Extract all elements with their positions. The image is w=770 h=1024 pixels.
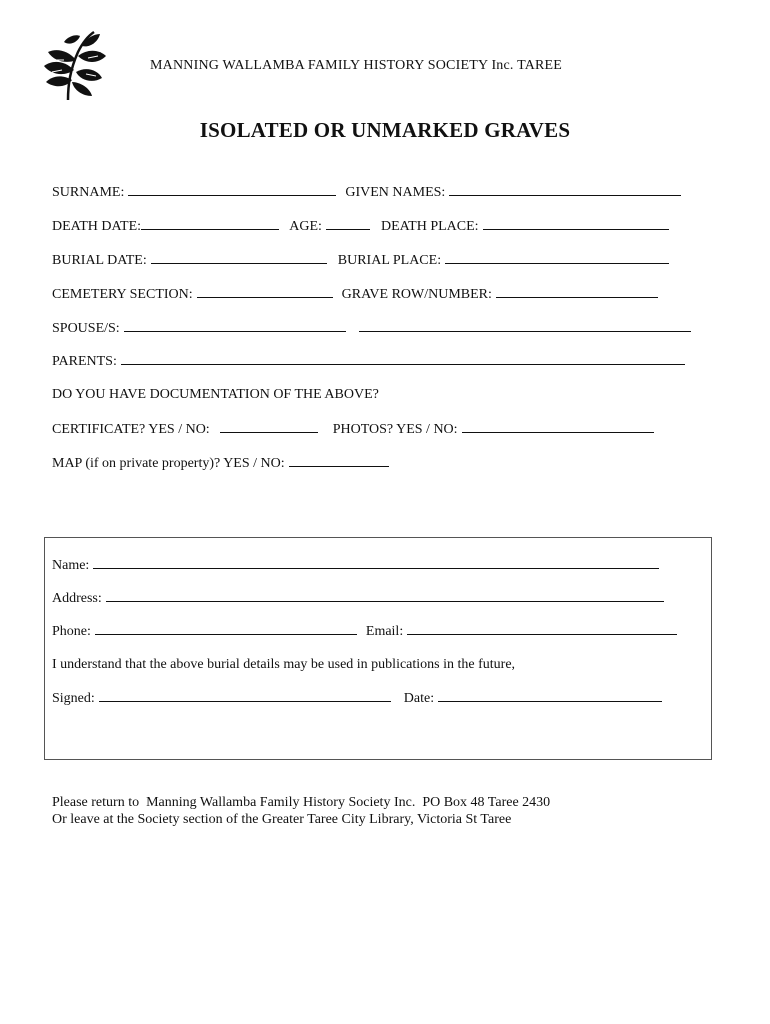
burial-date-label: BURIAL DATE: — [52, 253, 147, 268]
signed-label: Signed: — [52, 691, 95, 706]
phone-field[interactable] — [95, 623, 357, 635]
burial-date-field[interactable] — [151, 252, 327, 264]
date-label: Date: — [403, 691, 435, 706]
email-field[interactable] — [407, 623, 677, 635]
surname-field[interactable] — [128, 184, 336, 196]
spouses-label: SPOUSE/S: — [52, 321, 120, 336]
email-label: Email: — [365, 624, 404, 639]
row-signature — [52, 690, 662, 707]
given-names-field[interactable] — [449, 184, 681, 196]
row-burial — [52, 252, 669, 269]
grave-row-label: GRAVE ROW/NUMBER: — [341, 287, 492, 302]
row-spouses — [52, 320, 691, 337]
name-field[interactable] — [93, 557, 659, 569]
spouse-2-field[interactable] — [359, 320, 691, 332]
map-label: MAP (if on private property)? YES / NO: — [52, 456, 285, 471]
row-death — [52, 218, 669, 235]
death-place-label: DEATH PLACE: — [380, 219, 479, 234]
photos-field[interactable] — [462, 421, 654, 433]
organization-name: MANNING WALLAMBA FAMILY HISTORY SOCIETY Inc. TAREE — [150, 58, 563, 73]
map-field[interactable] — [289, 455, 389, 467]
parents-label: PARENTS: — [52, 354, 117, 369]
certificate-field[interactable] — [220, 421, 318, 433]
row-contact-name — [52, 557, 659, 574]
death-date-field[interactable] — [141, 218, 279, 230]
phone-label: Phone: — [52, 624, 91, 639]
age-label: AGE: — [289, 219, 322, 234]
date-field[interactable] — [438, 690, 662, 702]
surname-label: SURNAME: — [52, 185, 125, 200]
library-drop-off-line: Or leave at the Society section of the Greater Taree City Library, Victoria St Taree — [52, 812, 512, 827]
death-date-label: DEATH DATE: — [52, 219, 142, 234]
row-parents — [52, 353, 685, 370]
return-instructions — [52, 794, 550, 828]
row-phone-email — [52, 623, 677, 640]
parents-field[interactable] — [121, 353, 685, 365]
signature-field[interactable] — [99, 690, 391, 702]
return-address-line: Please return to Manning Wallamba Family History Society Inc. PO Box 48 Taree 2430 — [52, 795, 551, 810]
row-certificate — [52, 421, 654, 438]
row-names — [52, 184, 681, 201]
certificate-label: CERTIFICATE? YES / NO: — [52, 422, 210, 437]
documentation-question: DO YOU HAVE DOCUMENTATION OF THE ABOVE? — [52, 387, 379, 402]
consent-statement: I understand that the above burial details may be used in publications in the future, — [52, 657, 516, 672]
age-field[interactable] — [326, 218, 370, 230]
burial-place-field[interactable] — [445, 252, 669, 264]
cemetery-section-label: CEMETERY SECTION: — [52, 287, 193, 302]
form-title: ISOLATED OR UNMARKED GRAVES — [199, 118, 571, 142]
address-label: Address: — [52, 591, 102, 606]
row-address — [52, 590, 664, 607]
given-names-label: GIVEN NAMES: — [345, 185, 446, 200]
death-place-field[interactable] — [483, 218, 669, 230]
spouse-1-field[interactable] — [124, 320, 346, 332]
grave-row-field[interactable] — [496, 286, 658, 298]
leaf-branch-icon — [38, 30, 108, 102]
burial-place-label: BURIAL PLACE: — [337, 253, 442, 268]
row-map — [52, 455, 389, 472]
row-cemetery — [52, 286, 658, 303]
photos-label: PHOTOS? YES / NO: — [332, 422, 458, 437]
cemetery-section-field[interactable] — [197, 286, 333, 298]
address-field[interactable] — [106, 590, 664, 602]
name-label: Name: — [52, 558, 90, 573]
